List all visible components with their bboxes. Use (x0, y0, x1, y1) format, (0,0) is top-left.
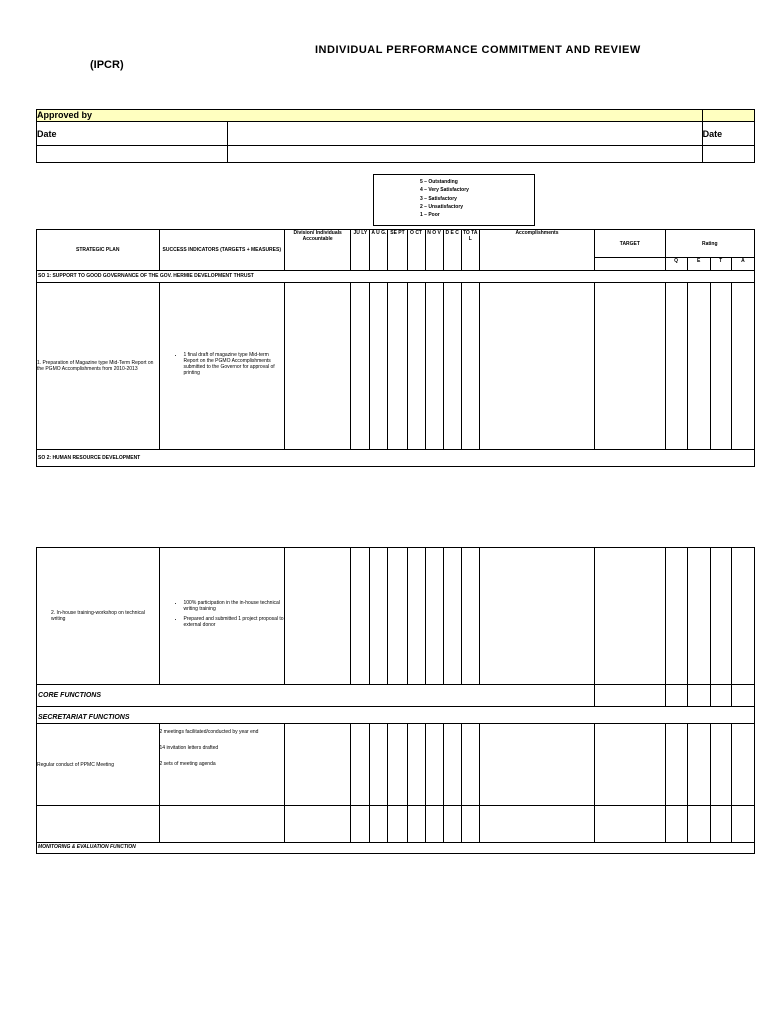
rating-scale-box (373, 174, 535, 226)
rating-q: Q (665, 258, 687, 271)
cell[interactable] (443, 283, 461, 450)
cell[interactable] (665, 548, 687, 685)
section-monitoring: MONITORING & EVALUATION FUNCTION (37, 843, 755, 854)
cell[interactable] (731, 548, 754, 685)
cell[interactable] (595, 548, 665, 685)
header-target: TARGET (595, 230, 665, 258)
blank-cell[interactable] (702, 146, 754, 163)
row1-indicator-item: • 1 final draft of magazine type Mid-term Report on the PGMO Accomplishments submitted to the Governor for approval of printing (184, 352, 285, 376)
cell[interactable] (388, 548, 407, 685)
cell[interactable] (595, 724, 665, 806)
cell[interactable] (370, 724, 388, 806)
rating-e: E (687, 258, 710, 271)
cell[interactable] (407, 548, 425, 685)
row3-strategic-plan: Regular conduct of PPMC Meeting (37, 724, 160, 806)
header-total: TO TA L (461, 230, 479, 271)
cell[interactable] (479, 283, 594, 450)
date-left-value[interactable] (228, 122, 703, 146)
cell[interactable] (370, 806, 388, 843)
cell[interactable] (687, 283, 710, 450)
section-core-functions: CORE FUNCTIONS (37, 685, 595, 707)
row2-strategic-plan: 2. In-house training-workshop on technical writing (37, 548, 160, 685)
cell[interactable] (461, 806, 479, 843)
cell[interactable] (285, 283, 351, 450)
cell[interactable] (285, 548, 351, 685)
cell[interactable] (479, 806, 594, 843)
cell[interactable] (687, 724, 710, 806)
approved-by-value[interactable] (702, 110, 754, 122)
date-left-label: Date (37, 122, 228, 146)
cell[interactable] (479, 724, 594, 806)
cell[interactable] (595, 806, 665, 843)
cell[interactable] (687, 685, 710, 707)
cell[interactable] (370, 548, 388, 685)
cell[interactable] (285, 806, 351, 843)
row2-indicator-item: • 100% participation in the in-house technical writing training (184, 600, 285, 612)
header-month-jul: JU LY (351, 230, 370, 271)
cell[interactable] (595, 685, 665, 707)
target-sub-cell (595, 258, 665, 271)
header-rating: Rating (665, 230, 755, 258)
cell[interactable] (388, 724, 407, 806)
header-month-aug: A U G. (370, 230, 388, 271)
row2-indicators (159, 548, 285, 685)
section-secretariat: SECRETARIAT FUNCTIONS (37, 707, 755, 724)
rating-scale-3: 3 – Satisfactory (420, 196, 457, 202)
cell[interactable] (443, 548, 461, 685)
cell[interactable] (443, 724, 461, 806)
cell[interactable] (710, 685, 731, 707)
row3-indicator-item: 14 invitation letters drafted (159, 745, 219, 751)
row3-indicator-item: 2 sets of meeting agenda (159, 761, 216, 767)
cell[interactable] (461, 548, 479, 685)
header-success-indicators: SUCCESS INDICATORS (TARGETS + MEASURES) (159, 230, 285, 271)
cell[interactable] (461, 283, 479, 450)
cell[interactable] (731, 283, 754, 450)
cell[interactable] (665, 283, 687, 450)
cell[interactable] (425, 548, 443, 685)
row3-indicator-item: 2 meetings facilitated/conducted by year end (159, 729, 259, 735)
date-right-label: Date (702, 122, 754, 146)
row2-indicator-item: • Prepared and submitted 1 project proposal to external donor (184, 616, 285, 628)
cell[interactable] (285, 724, 351, 806)
document-subtitle: (IPCR) (90, 59, 124, 71)
cell[interactable] (687, 806, 710, 843)
cell[interactable] (351, 806, 370, 843)
cell[interactable] (159, 806, 285, 843)
cell[interactable] (351, 548, 370, 685)
cell[interactable] (479, 548, 594, 685)
cell[interactable] (710, 548, 731, 685)
rating-scale-2: 2 – Unsatisfactory (420, 204, 464, 210)
cell[interactable] (351, 724, 370, 806)
cell[interactable] (687, 548, 710, 685)
document-title: INDIVIDUAL PERFORMANCE COMMITMENT AND REVIEW (315, 44, 641, 56)
rating-scale-1: 1 – Poor (420, 212, 440, 218)
cell[interactable] (388, 283, 407, 450)
cell[interactable] (443, 806, 461, 843)
blank-cell[interactable] (228, 146, 703, 163)
row1-indicators (159, 283, 285, 450)
blank-cell[interactable] (37, 146, 228, 163)
rating-t: T (710, 258, 731, 271)
cell[interactable] (425, 724, 443, 806)
approval-table (36, 109, 755, 163)
cell[interactable] (710, 283, 731, 450)
cell[interactable] (731, 685, 754, 707)
header-division: Division/ Individuals Accountable (285, 230, 351, 271)
cell[interactable] (407, 283, 425, 450)
ipcr-table-top (36, 229, 755, 467)
cell[interactable] (407, 724, 425, 806)
cell[interactable] (351, 283, 370, 450)
header-accomplishments: Accomplishments (479, 230, 594, 271)
cell[interactable] (731, 724, 754, 806)
ipcr-table-bottom (36, 547, 755, 854)
header-month-nov: N O V (425, 230, 443, 271)
row1-strategic-plan: 1. Preparation of Magazine type Mid-Term Report on the PGMO Accomplishments from 2010-2013 (37, 283, 160, 450)
approved-by-label: Approved by (37, 110, 703, 122)
cell[interactable] (731, 806, 754, 843)
cell[interactable] (710, 724, 731, 806)
cell[interactable] (595, 283, 665, 450)
cell[interactable] (665, 685, 687, 707)
cell[interactable] (665, 724, 687, 806)
cell[interactable] (37, 806, 160, 843)
cell[interactable] (710, 806, 731, 843)
cell[interactable] (425, 283, 443, 450)
header-month-oct: O CT (407, 230, 425, 271)
header-strategic-plan: STRATEGIC PLAN (37, 230, 160, 271)
cell[interactable] (388, 806, 407, 843)
cell[interactable] (461, 724, 479, 806)
rating-scale-4: 4 – Very Satisfactory (420, 187, 469, 193)
cell[interactable] (665, 806, 687, 843)
cell[interactable] (370, 283, 388, 450)
header-month-sep: SE PT (388, 230, 407, 271)
row3-indicators (159, 724, 285, 806)
rating-scale-5: 5 – Outstanding (420, 179, 458, 185)
section-so1: SO 1: SUPPORT TO GOOD GOVERNANCE OF THE GOV. HERMIE DEVELOPMENT THRUST (37, 271, 755, 283)
section-so2: SO 2: HUMAN RESOURCE DEVELOPMENT (37, 450, 755, 467)
header-month-dec: D E C (443, 230, 461, 271)
cell[interactable] (407, 806, 425, 843)
cell[interactable] (425, 806, 443, 843)
rating-a: A (731, 258, 754, 271)
